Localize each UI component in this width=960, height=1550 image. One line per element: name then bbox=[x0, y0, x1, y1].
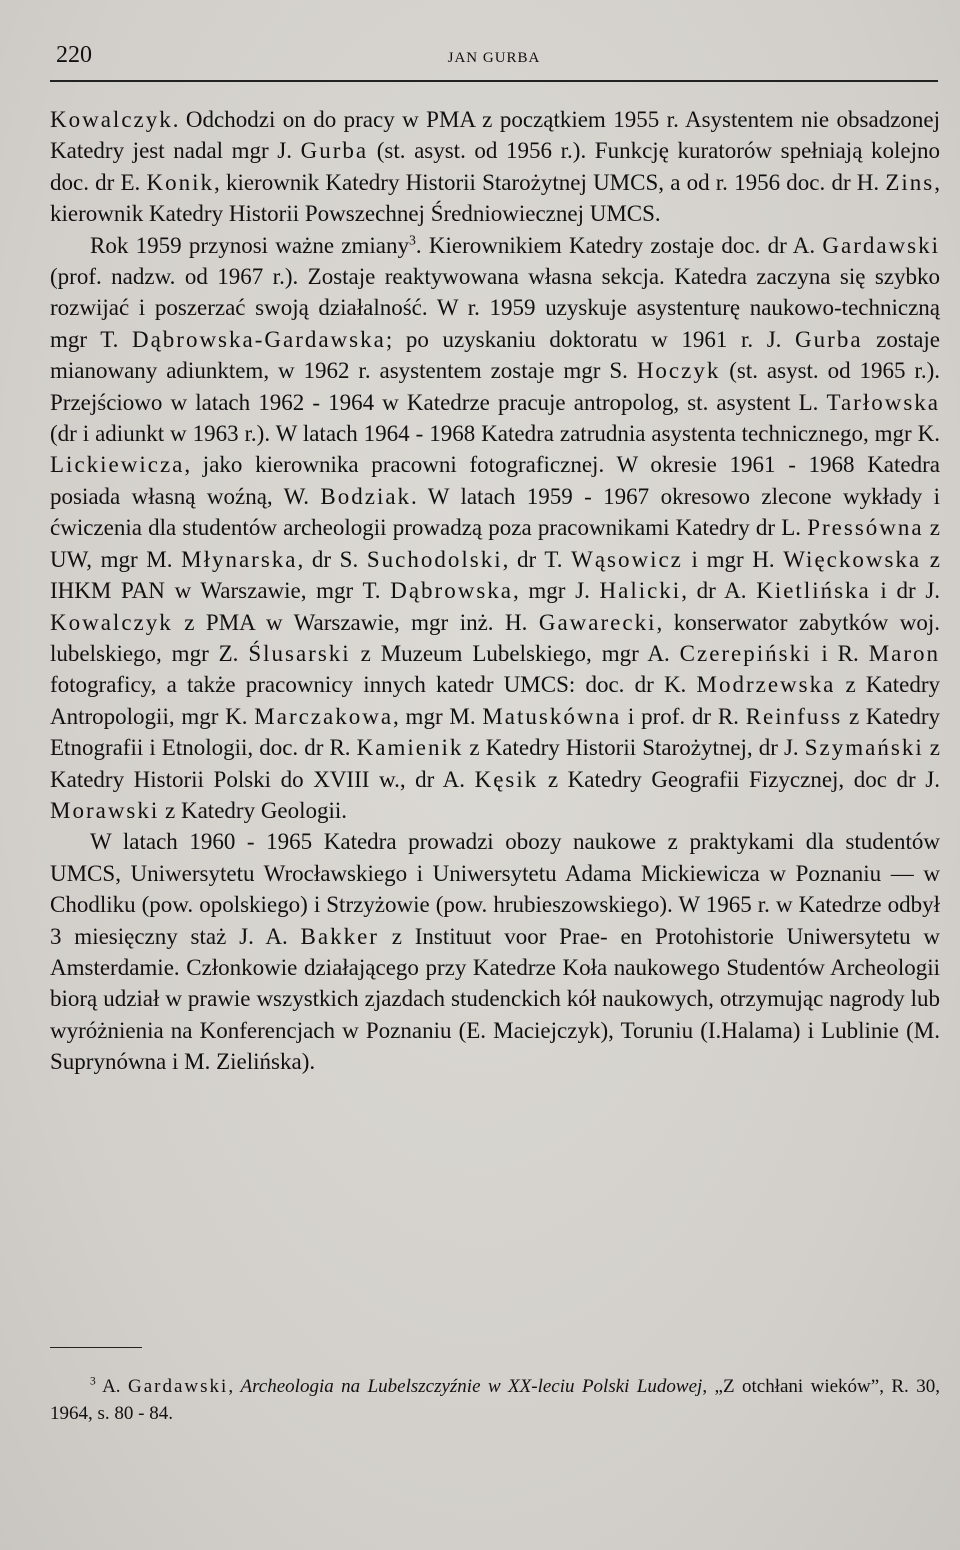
paragraph bbox=[50, 230, 940, 827]
text-run: (prof. nadzw. od 1967 r.). Zostaje reaktywowana własna sekcja. Katedra zaczyna się szybko rozwijać i poszerzać swoją działalność. W r. 1959 uzyskuje asystenturę naukowo-techniczną mgr T. bbox=[50, 264, 940, 352]
text-run: z Muzeum Lubelskiego, mgr A. bbox=[350, 640, 680, 666]
person-name: Kowalczyk bbox=[50, 609, 173, 635]
publication-title: Archeologia na Lubelszczyźnie w XX-leciu Polski Ludowej bbox=[240, 1376, 703, 1397]
person-name: Kęsik bbox=[474, 766, 539, 792]
person-name: Zins bbox=[885, 169, 935, 195]
text-run: , dr A. bbox=[681, 578, 757, 604]
text-run: , dr S. bbox=[297, 546, 367, 572]
person-name: Wąsowicz bbox=[571, 546, 683, 572]
person-name: Marczakowa bbox=[254, 703, 394, 729]
person-name: Morawski bbox=[50, 797, 160, 823]
person-name: Pressówna bbox=[807, 515, 924, 541]
text-run: ; po uzyskaniu doktoratu w 1961 r. J. bbox=[385, 326, 796, 352]
text-run: . W latach 1959 - 1967 okresowo zlecone wykłady i ćwiczenia dla studentów archeologii prowadzą poza pracownikami Katedry dr L. bbox=[50, 483, 940, 541]
person-name: Kamienik bbox=[356, 735, 464, 761]
text-run: , kierownik Katedry Historii Powszechnej Średniowiecznej UMCS. bbox=[50, 169, 940, 227]
person-name: Szymański bbox=[804, 735, 924, 761]
page-number: 220 bbox=[56, 42, 92, 68]
person-name: Czerepiński bbox=[679, 640, 812, 666]
footnote-ref: 3 bbox=[408, 231, 416, 247]
text-run: z UW, mgr M. bbox=[50, 515, 940, 572]
person-name: Bodziak bbox=[320, 483, 412, 509]
text-run: i dr J. bbox=[870, 578, 941, 604]
text-run: z Katedry Geologii. bbox=[159, 797, 348, 823]
footnote bbox=[50, 1373, 940, 1427]
person-name: Gardawski bbox=[822, 232, 941, 258]
text-run: fotograficy, a także pracownicy innych katedr UMCS: doc. dr K. bbox=[50, 672, 697, 698]
page-header bbox=[50, 40, 938, 82]
paragraph bbox=[50, 104, 940, 230]
text-run: Rok 1959 przynosi ważne zmiany bbox=[90, 232, 409, 258]
text-run: , dr T. bbox=[502, 546, 572, 572]
person-name: Gurba bbox=[795, 326, 863, 352]
text-run: z Katedry Historii Starożytnej, dr J. bbox=[463, 735, 805, 761]
paragraph bbox=[50, 826, 940, 1077]
person-name: Suchodolski bbox=[366, 546, 503, 572]
text-run: . Kierownikiem Katedry zostaje doc. dr A. bbox=[415, 232, 823, 258]
person-name: Gardawski bbox=[128, 1376, 229, 1397]
text-run: , bbox=[228, 1376, 241, 1397]
text-run: z Katedry Geografii Fizycznej, doc dr J. bbox=[538, 766, 940, 792]
text-run: . Odchodzi on do pracy w PMA z początkiem 1955 r. Asystentem nie obsadzonej Katedry jest nadal mgr J. bbox=[50, 107, 940, 164]
text-run: , konserwator zabytków woj. lubelskiego, mgr Z. bbox=[50, 609, 940, 666]
text-run: W latach 1960 - 1965 Katedra prowadzi obozy naukowe z praktykami dla studentów UMCS, Uniwersytetu Wrocławskiego i Uniwersytetu Adama Mickiewicza w Poznaniu — w Chodliku (pow. opolskiego) i Strzyżowie (pow. hrubieszowskiego). W 1965 r. w Katedrze odbył 3 miesięczny staż J. A. bbox=[50, 829, 940, 949]
footnote-marker: 3 bbox=[90, 1375, 96, 1388]
text-run: z Katedry Antropologii, mgr K. bbox=[50, 672, 940, 729]
person-name: Młynarska bbox=[181, 546, 298, 572]
person-name: Dąbrowska-Gardawska bbox=[131, 326, 386, 352]
text-run: z Instituut voor Prae- en Protohistorie Uniwersytetu w Amsterdamie. Członkowie działającego przy Katedrze Koła naukowego Studentów Archeologii biorą udział w prawie wszystkich zjazdach studenckich kół naukowych, otrzymując nagrody lub wyróżnienia na Konferencjach w Poznaniu (E. Maciejczyk), Toruniu (I.Halama) i Lublinie (M. Suprynówna i M. Zielińska). bbox=[50, 923, 940, 1075]
text-run: i prof. dr R. bbox=[621, 703, 746, 729]
person-name: Reinfuss bbox=[745, 703, 843, 729]
person-name: Matuskówna bbox=[482, 703, 622, 729]
running-head: JAN GURBA bbox=[447, 50, 541, 66]
text-run: , mgr J. bbox=[512, 578, 600, 604]
person-name: Lickiewicza bbox=[50, 452, 185, 478]
text-run: (st. asyst. od 1956 r.). Funkcję kuratorów spełniają kolejno doc. dr E. bbox=[50, 138, 940, 195]
person-name: Gawarecki bbox=[538, 609, 657, 635]
text-run: A. bbox=[95, 1376, 128, 1397]
text-run: , mgr M. bbox=[393, 703, 483, 729]
text-run: i mgr H. bbox=[682, 546, 784, 572]
text-run: z Katedry Historii Polski do XVIII w., dr A. bbox=[50, 735, 940, 792]
person-name: Modrzewska bbox=[696, 672, 836, 698]
person-name: Bakker bbox=[300, 923, 379, 949]
person-name: Gurba bbox=[300, 138, 369, 164]
text-run: i R. bbox=[811, 640, 869, 666]
body-text bbox=[50, 104, 940, 1078]
person-name: Ślusarski bbox=[248, 640, 351, 666]
text-run: , jako kierownika pracowni fotograficznej. W okresie 1961 - 1968 Katedra posiada własną woźną, W. bbox=[50, 452, 940, 509]
text-run: , „Z otchłani wieków”, R. 30, 1964, s. 80 - 84. bbox=[50, 1376, 940, 1424]
person-name: Kietlińska bbox=[756, 578, 871, 604]
text-run: , kierownik Katedry Historii Starożytnej UMCS, a od r. 1956 doc. dr H. bbox=[214, 169, 886, 195]
person-name: Więckowska bbox=[783, 546, 922, 572]
person-name: Halicki bbox=[599, 578, 682, 604]
footnote-divider bbox=[50, 1347, 142, 1348]
person-name: Tarłowska bbox=[826, 389, 940, 415]
person-name: Dąbrowska bbox=[390, 578, 513, 604]
text-run: zostaje mianowany adiunktem, w 1962 r. asystentem zostaje mgr S. bbox=[50, 326, 941, 384]
text-run: (st. asyst. od 1965 r.). Przejściowo w latach 1962 - 1964 w Katedrze pracuje antropolog, st. asystent L. bbox=[50, 358, 940, 415]
person-name: Kowalczyk bbox=[50, 107, 173, 132]
person-name: Hoczyk bbox=[636, 358, 721, 384]
text-run: z IHKM PAN w Warszawie, mgr T. bbox=[50, 546, 940, 604]
text-run: z PMA w Warszawie, mgr inż. H. bbox=[172, 609, 539, 635]
text-run: z Katedry Etnografii i Etnologii, doc. dr R. bbox=[50, 703, 940, 761]
text-run: (dr i adiunkt w 1963 r.). W latach 1964 - 1968 Katedra zatrudnia asystenta technicznego, mgr K. bbox=[50, 421, 940, 447]
person-name: Maron bbox=[868, 640, 941, 666]
person-name: Konik bbox=[146, 169, 214, 195]
